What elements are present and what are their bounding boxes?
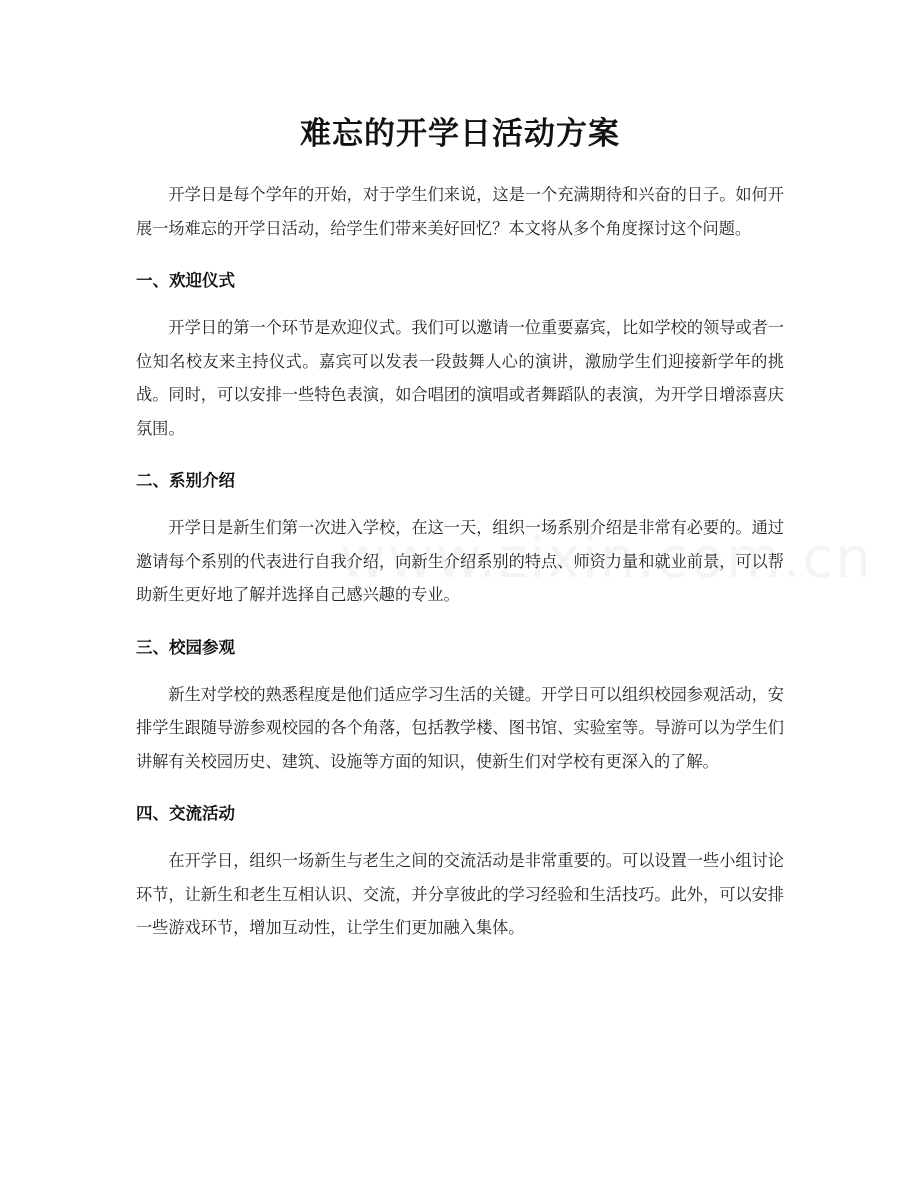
section-body-departments: 开学日是新生们第一次进入学校，在这一天，组织一场系别介绍是非常有必要的。通过邀请每个系别的代表进行自我介绍，向新生介绍系别的特点、师资力量和就业前景，可以帮助新生更好地了解并选择自己感兴趣的专业。 (136, 518, 784, 604)
section-heading-exchange: 四、交流活动 (136, 804, 235, 823)
section-heading-departments: 二、系别介绍 (136, 471, 235, 490)
section-heading-welcome: 一、欢迎仪式 (136, 271, 235, 290)
intro-paragraph: 开学日是每个学年的开始，对于学生们来说，这是一个充满期待和兴奋的日子。如何开展一场难忘的开学日活动，给学生们带来美好回忆？本文将从多个角度探讨这个问题。 (136, 185, 784, 238)
section-body-exchange: 在开学日，组织一场新生与老生之间的交流活动是非常重要的。可以设置一些小组讨论环节，让新生和老生互相认识、交流，并分享彼此的学习经验和生活技巧。此外，可以安排一些游戏环节，增加互动性，让学生们更加融入集体。 (136, 851, 784, 937)
section-body-campus-tour: 新生对学校的熟悉程度是他们适应学习生活的关键。开学日可以组织校园参观活动，安排学生跟随导游参观校园的各个角落，包括教学楼、图书馆、实验室等。导游可以为学生们讲解有关校园历史、建筑、设施等方面的知识，使新生们对学校有更深入的了解。 (136, 684, 784, 771)
section-body-welcome: 开学日的第一个环节是欢迎仪式。我们可以邀请一位重要嘉宾，比如学校的领导或者一位知名校友来主持仪式。嘉宾可以发表一段鼓舞人心的演讲，激励学生们迎接新学年的挑战。同时，可以安排一些特色表演，如合唱团的演唱或者舞蹈队的表演，为开学日增添喜庆氛围。 (136, 318, 784, 438)
document-body (136, 178, 784, 945)
section-heading-campus-tour: 三、校园参观 (136, 637, 235, 657)
document-title: 难忘的开学日活动方案 (300, 116, 620, 152)
